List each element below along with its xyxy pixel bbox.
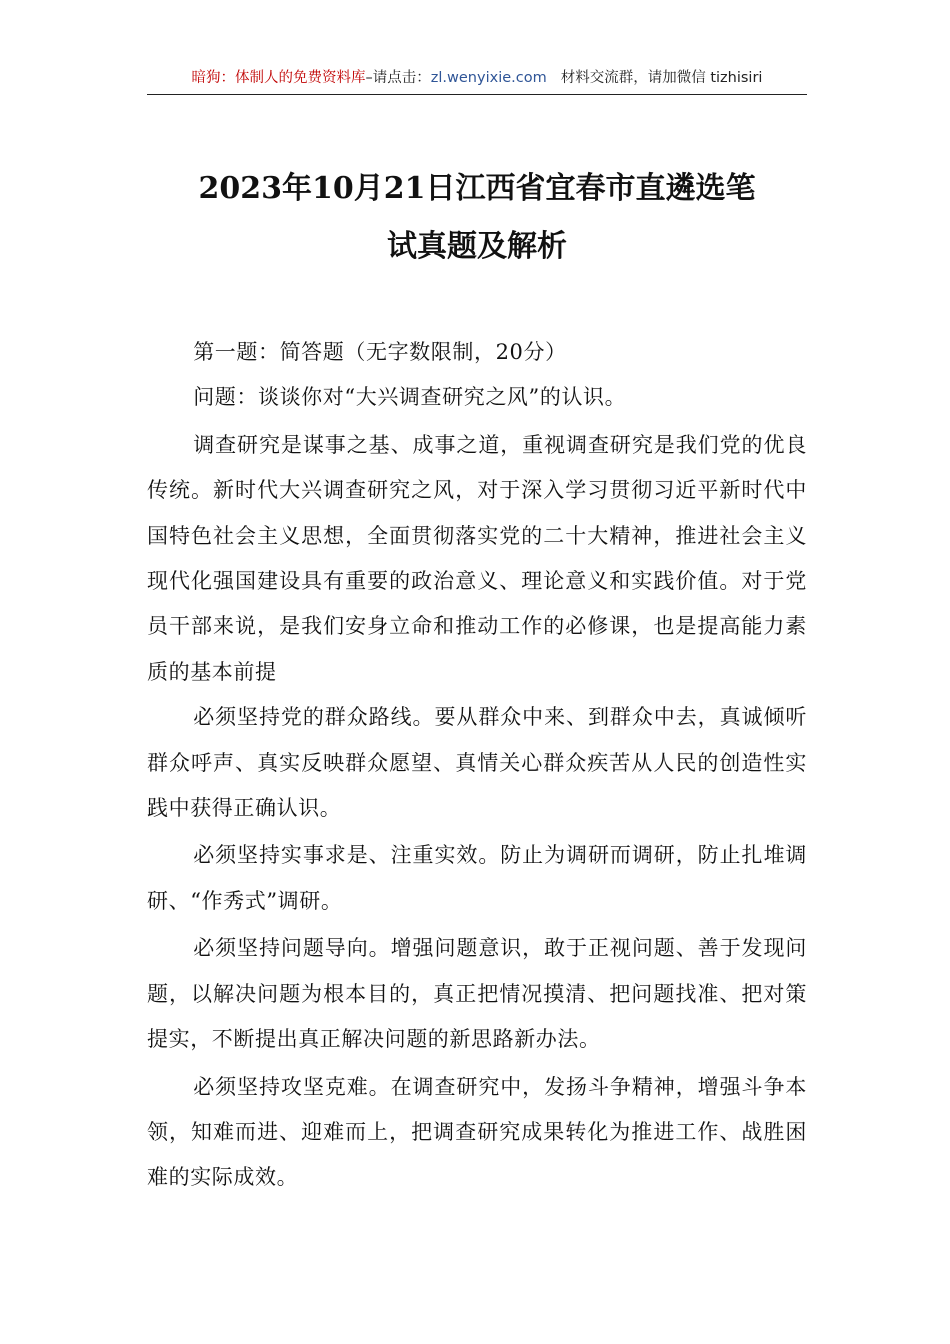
- title-line-1: 2023年10月21日江西省宜春市直遴选笔: [198, 171, 756, 206]
- paragraph-tackle-difficulties: 必须坚持攻坚克难。在调查研究中，发扬斗争精神，增强斗争本领，知难而进、迎难而上，把调查研究成果转化为推进工作、战胜困难的实际成效。: [147, 1074, 807, 1190]
- paragraph-problem-oriented: 必须坚持问题导向。增强问题意识，敢于正视问题、善于发现问题，以解决问题为根本目的，真正把情况摸清、把问题找准、把对策提实，不断提出真正解决问题的新思路新办法。: [147, 936, 807, 1052]
- header-brand: 暗狗：体制人的免费资料库: [191, 70, 366, 86]
- document-body: [147, 330, 807, 1201]
- title-line-2: 试真题及解析: [387, 229, 567, 264]
- paragraph-intro: 调查研究是谋事之基、成事之道，重视调查研究是我们党的优良传统。新时代大兴调查研究之风，对于深入学习贯彻习近平新时代中国特色社会主义思想，全面贯彻落实党的二十大精神，推进社会主义现代化强国建设具有重要的政治意义、理论意义和实践价值。对于党员干部来说，是我们安身立命和推动工作的必修课，也是提高能力素质的基本前提: [147, 432, 807, 684]
- document-title: [147, 160, 807, 276]
- paragraph-mass-line: 必须坚持党的群众路线。要从群众中来、到群众中去，真诚倾听群众呼声、真实反映群众愿望、真情关心群众疾苦从人民的创造性实践中获得正确认识。: [147, 705, 807, 821]
- header-separator: –请点击：: [365, 70, 431, 86]
- question-text: 问题：谈谈你对“大兴调查研究之风”的认识。: [193, 385, 627, 410]
- paragraph-seek-truth: 必须坚持实事求是、注重实效。防止为调研而调研，防止扎堆调研、“作秀式”调研。: [147, 843, 807, 913]
- header-info: 材料交流群，请加微信 tizhisiri: [560, 70, 763, 86]
- question-type: 第一题：简答题（无字数限制，20分）: [193, 340, 567, 364]
- page-header: [147, 62, 807, 95]
- header-link[interactable]: zl.wenyixie.com: [430, 70, 547, 86]
